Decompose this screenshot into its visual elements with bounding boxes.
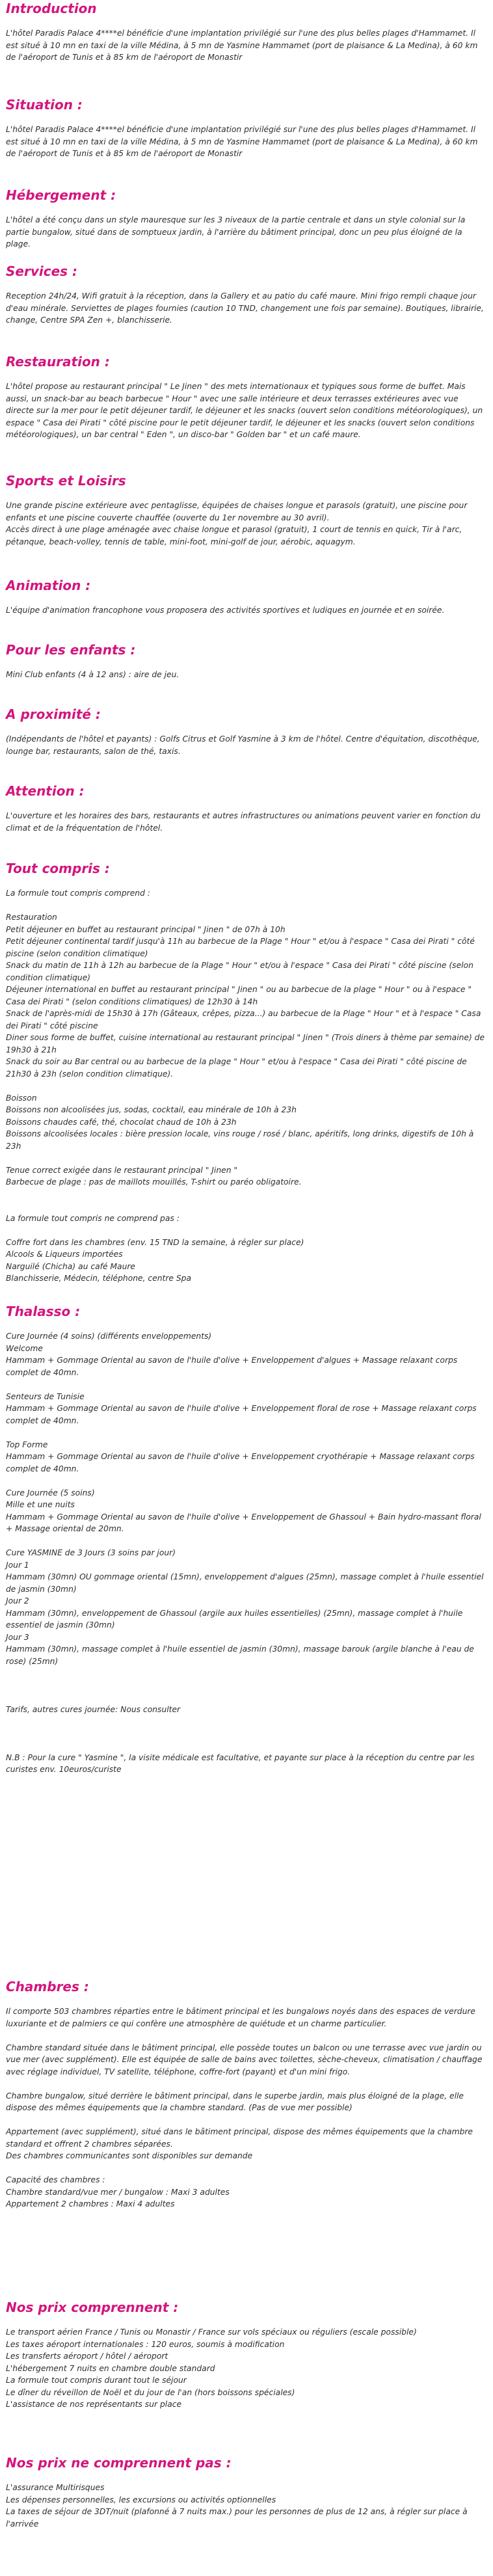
text-line: Snack du matin de 11h à 12h au barbecue de la Plage " Hour " et/ou à l'espace " Casa dei Pirati " côté piscine (selon condition climatique) (6, 961, 473, 982)
text-line: Accès direct à une plage aménagée avec chaise longue et parasol (gratuit), 1 court de tennis en quick, Tir à l'arc, pétanque, beach-volley, tennis de table, mini-foot, mini-golf de jour, aérobic, aquagym. (6, 525, 462, 546)
text-line: Boissons non alcoolisées jus, sodas, cocktail, eau minérale de 10h à 23h (6, 1105, 297, 1114)
spacer (6, 1715, 486, 1728)
text-line: Hammam + Gommage Oriental au savon de l'huile d'olive + Enveloppement d'algues + Massage relaxant corps complet de 40mn. (6, 1356, 458, 1377)
text-line: (Indépendants de l'hôtel et payants) : Golfs Citrus et Golf Yasmine à 3 km de l'hôtel. Centre d'équitation, discothèque, lounge bar, restaurants, salon de thé, taxis. (6, 734, 480, 756)
section-heading: A proximité : (6, 706, 101, 722)
text-line: Boisson (6, 1093, 37, 1103)
text-line: La formule tout compris durant tout le séjour (6, 2376, 187, 2385)
section-heading: Tout compris : (6, 861, 110, 876)
text-line: Les taxes aéroport internationales : 120 euros, soumis à modification (6, 2339, 285, 2349)
spacer (6, 1224, 486, 1237)
section-heading: Situation : (6, 97, 83, 113)
section-heading: Restauration : (6, 354, 110, 369)
text-line: Hammam + Gommage Oriental au savon de l'huile d'olive + Enveloppement floral de rose + Massage relaxant corps complet de 40mn. (6, 1404, 477, 1425)
text-line: Mille et une nuits (6, 1500, 75, 1509)
text-line: Reception 24h/24, Wifi gratuit à la réception, dans la Gallery et au patio du café maure. Mini frigo rempli chaque jour d'eau minérale. Serviettes de plages fournies (caution 10 TND, changement une fois par semaine). Boutiques, librairie, change, Centre SPA Zen +, blanchisserie. (6, 291, 484, 325)
text-line: Narguilé (Chicha) au café Maure (6, 1261, 135, 1271)
section-sports (6, 472, 486, 548)
text-line: Boissons chaudes café, thé, chocolat chaud de 10h à 23h (6, 1117, 237, 1127)
spacer (6, 2078, 486, 2090)
text-line: Blanchisserie, Médecin, téléphone, centre Spa (6, 1274, 192, 1283)
section-heading: Attention : (6, 783, 85, 799)
spacer (6, 1667, 486, 1680)
section-heading: Animation : (6, 578, 91, 593)
section-attention (6, 783, 486, 834)
text-line: Alcools & Liqueurs importées (6, 1250, 123, 1259)
text-line: Il comporte 503 chambres réparties entre le bâtiment principal et les bungalows noyés dans des espaces de verdure luxuriante et de palmiers ce qui confère une atmosphère de quiétude et un charme particulier. (6, 2007, 475, 2028)
text-line: L'hébergement 7 nuits en chambre double standard (6, 2363, 215, 2373)
text-line: Appartement (avec supplément), situé dans le bâtiment principal, dispose des mêmes équipements que la chambre standard et offrent 2 chambres séparées. (6, 2127, 473, 2149)
text-line: Snack de l'après-midi de 15h30 à 17h (Gâteaux, crêpes, pizza...) au barbecue de la Plage " Hour " et à l'espace " Casa dei Pirati " côté piscine (6, 1009, 481, 1030)
text-line: La taxes de séjour de 3DT/nuit (plafonné à 7 nuits max.) pour les personnes de plus de 12 ans, à régler sur place à l'arrivée (6, 2507, 468, 2529)
text-line: Le dîner du réveillon de Noël et du jour de l'an (hors boissons spéciales) (6, 2387, 295, 2397)
spacer (6, 1200, 486, 1213)
section-heading: Services : (6, 263, 78, 279)
spacer (6, 1680, 486, 1692)
text-line: La formule tout compris comprend : (6, 889, 150, 898)
text-line: Petit déjeuner continental tardif jusqu'à 11h au barbecue de la Plage " Hour " et/ou à l'espace " Casa dei Pirati " côté piscine (selon condition climatique) (6, 937, 475, 958)
text-line: Top Forme (6, 1440, 48, 1449)
spacer (6, 1728, 486, 1740)
text-line: Barbecue de plage : pas de maillots mouillés, T-shirt ou paréo obligatoire. (6, 1177, 302, 1187)
text-line: L'hôtel Paradis Palace 4****el bénéficie d'une implantation privilégié sur l'une des plus belles plages d'Hammamet. Il est situé à 10 mn en taxi de la ville Médina, à 5 mn de Yasmine Hammamet (port de plaisance & La Medina), à 60 km de l'aéroport de Tunis et à 85 km de l'aéroport de Monastir (6, 125, 478, 158)
text-line: Restauration (6, 913, 57, 922)
text-line: Jour 2 (6, 1596, 29, 1605)
spacer (6, 1152, 486, 1164)
section-heading: Pour les enfants : (6, 642, 136, 658)
spacer (6, 1691, 486, 1704)
text-line: Snack du soir au Bar central ou au barbecue de la plage " Hour " et/ou à l'espace " Casa dei Pirati " côté piscine de 21h30 à 23h (selon condition climatique). (6, 1057, 467, 1079)
spacer (6, 1080, 486, 1092)
text-line: L'équipe d'animation francophone vous proposera des activités sportives et ludiques en journée et en soirée. (6, 606, 445, 615)
text-line: Chambre standard située dans le bâtiment principal, elle possède toutes un balcon ou une terrasse avec vue jardin ou vue mer (avec supplément). Elle est équipée de salle de bains avec toilettes, sèche-cheveux, climatisation / chauffage avec réglage individuel, TV satellite, téléphone, coffre-fort (payant) et d'un mini frigo. (6, 2043, 483, 2076)
section-enfants (6, 641, 486, 681)
text-line: Hammam + Gommage Oriental au savon de l'huile d'olive + Enveloppement cryothérapie + Massage relaxant corps complet de 40mn. (6, 1452, 475, 1473)
section-services (6, 263, 486, 327)
text-line: Hammam (30mn) OU gommage oriental (15mn), enveloppement d'algues (25mn), massage complet à l'huile essentiel de jasmin (30mn) (6, 1572, 484, 1594)
text-line: Hammam + Gommage Oriental au savon de l'huile d'olive + Enveloppement de Ghassoul + Bain hydro-massant floral + Massage oriental de 20mn. (6, 1512, 481, 1533)
text-line: Boissons alcoolisées locales : bière pression locale, vins rouge / rosé / blanc, apéritifs, long drinks, digestifs de 10h à 23h (6, 1129, 474, 1151)
text-line: L'hôtel Paradis Palace 4****el bénéficie d'une implantation privilégié sur l'une des plus belles plages d'Hammamet. Il est situé à 10 mn en taxi de la ville Médina, à 5 mn de Yasmine Hammamet (port de plaisance & La Medina), à 60 km de l'aéroport de Tunis et à 85 km de l'aéroport de Monastir (6, 29, 478, 62)
spacer (6, 2162, 486, 2175)
section-heading: Hébergement : (6, 187, 116, 203)
section-heading: Introduction (6, 1, 97, 16)
spacer (6, 1475, 486, 1487)
text-line: Déjeuner international en buffet au restaurant principal " Jinen " ou au barbecue de la plage " Hour " ou à l'espace " Casa dei Pirati " (selon conditions climatiques) de 12h30 à 14h (6, 985, 472, 1006)
section-animation (6, 577, 486, 617)
text-line: Tarifs, autres cures journée: Nous consulter (6, 1704, 181, 1714)
spacer (6, 1188, 486, 1201)
text-line: Welcome (6, 1343, 43, 1353)
text-line: Jour 3 (6, 1632, 29, 1642)
section-intro (6, 0, 486, 64)
spacer (6, 900, 486, 912)
text-line: Senteurs de Tunisie (6, 1391, 85, 1401)
text-line: L'hôtel a été conçu dans un style mauresque sur les 3 niveaux de la partie centrale et dans un style colonial sur la partie bungalow, situé dans de somptueux jardin, à l'arrière du bâtiment principal, donc un peu plus éloigné de la plage. (6, 215, 466, 248)
section-chambres (6, 1978, 486, 2210)
section-heading: Nos prix ne comprennent pas : (6, 2455, 232, 2471)
text-line: Les transferts aéroport / hôtel / aéroport (6, 2352, 168, 2361)
text-line: N.B : Pour la cure " Yasmine ", la visite médicale est facultative, et payante sur place à la réception du centre par les curistes env. 10euros/curiste (6, 1752, 475, 1774)
section-restauration (6, 353, 486, 441)
spacer (6, 2030, 486, 2042)
section-heading: Nos prix comprennent : (6, 2300, 179, 2315)
section-heading: Thalasso : (6, 1304, 81, 1319)
text-line: Hammam (30mn), massage complet à l'huile essentiel de jasmin (30mn), massage barouk (argile blanche à l'eau de rose) (25mn) (6, 1644, 474, 1666)
text-line: Chambre standard/vue mer / bungalow : Maxi 3 adultes (6, 2187, 230, 2197)
text-line: Des chambres communicantes sont disponibles sur demande (6, 2151, 253, 2160)
text-line: L'assistance de nos représentants sur place (6, 2400, 182, 2409)
text-line: Hammam (30mn), enveloppement de Ghassoul (argile aux huiles essentielles) (25mn), massage complet à l'huile essentiel de jasmin (30mn) (6, 1608, 463, 1630)
text-line: Mini Club enfants (4 à 12 ans) : aire de jeu. (6, 670, 180, 679)
spacer (6, 1739, 486, 1752)
text-line: L'hôtel propose au restaurant principal " Le Jinen " des mets internationaux et typiques sous forme de buffet. Mais aussi, un snack-bar au beach barbecue " Hour " avec une salle intérieure et deux terrasses extérieures avec vue directe sur la mer pour le petit déjeuner tardif, le déjeuner et les snacks (ouvert selon conditions météorologiques), un espace " Casa dei Pirati " côté piscine pour le petit déjeuner tardif, le déjeuner et les snacks (ouvert selon conditions météorologiques), un bar central " Eden ", un disco-bar " Golden bar " et un café maure. (6, 382, 483, 439)
text-line: Tenue correct exigée dans le restaurant principal " Jinen " (6, 1165, 238, 1175)
spacer (6, 1427, 486, 1439)
text-line: L'assurance Multirisques (6, 2483, 105, 2492)
text-line: Petit déjeuner en buffet au restaurant principal " Jinen " de 07h à 10h (6, 924, 286, 934)
section-prixcomprennent (6, 2299, 486, 2411)
section-heading: Sports et Loisirs (6, 473, 126, 489)
text-line: Capacité des chambres : (6, 2175, 105, 2184)
text-line: Une grande piscine extérieure avec pentaglisse, équipées de chaises longue et parasols (gratuit), une piscine pour enfants et une piscine couverte chauffée (ouverte du 1er novembre au 30 avril). (6, 501, 468, 522)
text-line: Jour 1 (6, 1560, 29, 1570)
text-line: Diner sous forme de buffet, cuisine international au restaurant principal " Jinen " (Trois diners à thème par semaine) de 19h30 à 21h (6, 1033, 485, 1054)
text-line: Coffre fort dans les chambres (env. 15 TND la semaine, à régler sur place) (6, 1237, 304, 1247)
text-line: Le transport aérien France / Tunis ou Monastir / France sur vols spéciaux ou réguliers (escale possible) (6, 2328, 417, 2337)
section-thalasso (6, 1303, 486, 1776)
text-line: L'ouverture et les horaires des bars, restaurants et autres infrastructures ou animations peuvent varier en fonction du climat et de la fréquentation de l'hôtel. (6, 811, 481, 833)
section-prixnecomprennent (6, 2454, 486, 2530)
text-line: Cure Journée (5 soins) (6, 1488, 95, 1497)
text-line: La formule tout compris ne comprend pas : (6, 1213, 180, 1223)
section-proximite (6, 706, 486, 757)
text-line: Cure YASMINE de 3 Jours (3 soins par jour) (6, 1548, 176, 1557)
spacer (6, 1535, 486, 1548)
section-hebergement (6, 187, 486, 250)
section-situation (6, 96, 486, 160)
spacer (6, 2114, 486, 2127)
spacer (6, 1378, 486, 1391)
text-line: Chambre bungalow, situé derrière le bâtiment principal, dans le superbe jardin, mais plus éloigné de la plage, elle dispose des mêmes équipements que la chambre standard. (Pas de vue mer possible) (6, 2091, 464, 2112)
section-heading: Chambres : (6, 1979, 89, 1994)
text-line: Les dépenses personnelles, les excursions ou activités optionnelles (6, 2495, 276, 2504)
text-line: Cure Journée (4 soins) (différents enveloppements) (6, 1332, 212, 1341)
text-line: Appartement 2 chambres : Maxi 4 adultes (6, 2199, 175, 2208)
section-toutcompris (6, 860, 486, 1285)
